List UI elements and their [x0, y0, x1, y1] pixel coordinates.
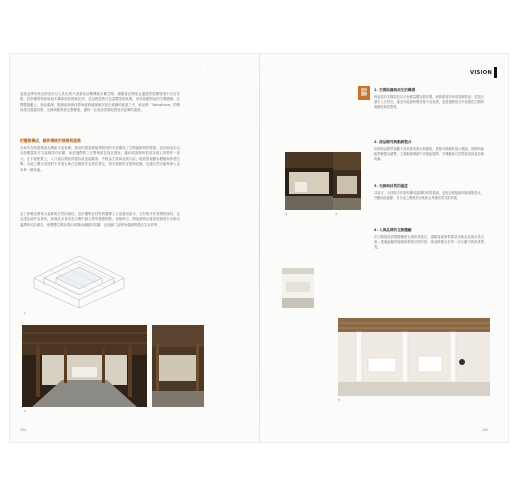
point-4-heading: 4. 人與品牌的互動體驗: [374, 228, 412, 232]
point-4-body: 在空間後段設置體驗吧台與休憩座位，讓顧客能夠實際試用商品並與店員交流；透過細膩的服務流程與空間安排，使品牌理念在每一次互動中被真實感受。: [374, 235, 484, 250]
body-paragraph-2: 為了呼應品牌來自森林與自然的調性，設計團隊在材料的選擇上大量運用原木、石材與手作質感的塗料，並以淺色調作為基底，使商品本身成為空間中最主要的視覺焦點。夜晚時分，間接照明沿著屋架與展台勾勒出溫潤的光影層次，使整體空間呈現出寧靜而細膩的氛圍，也延續了品牌所強調的慢活生活哲學。: [20, 212, 180, 227]
shop-photo-a: [285, 152, 333, 210]
caption-photo-a: 3: [285, 212, 287, 216]
caption-photo-wide: 5: [338, 398, 340, 402]
intro-paragraph: 這座品牌形象店的設計以人性化的尺度重新詮釋傳統木構空間，讓顧客在開放且通透的展陳環境中自在穿梭；設計團隊保留原始木構架的紋理與比例，並以輕盈的白色量體穿插其間，形成新舊對話的空間關係。在整體規劃上，商品動線、服務區域與休憩角落被細緻地安排在連續的廊道之中，使品牌「Yakushima」的精神得以透過材質、光線與節奏被完整傳達，讓每一位來訪者都能感受到品牌的溫度。: [20, 92, 180, 113]
point-2-body: 依照商品類型規劃不同高度的展台與層架，搭配可移動的展示模組，使陳列能隨季節靈活調整；主要動線環繞中央展區展開，引導顧客自然停留並探索各個角落。: [374, 147, 484, 162]
decorative-dots: . . .: [262, 65, 279, 70]
section-title: VISION: [470, 70, 493, 76]
page-number-left: 104: [20, 428, 27, 432]
interior-photo-main: [22, 325, 147, 407]
spread-gutter: [259, 54, 260, 442]
point-3-heading: 3. 光線與材質的溫度: [374, 184, 408, 188]
interior-photo-side: [152, 325, 204, 407]
shop-photo-wide: [338, 318, 490, 396]
point-1-heading: 1. 空間結構與再生的轉譯: [374, 88, 416, 92]
section-subhead-1: 把權衡構成，融和傳統的展陳與建築: [20, 138, 81, 143]
axonometric-drawing: [24, 248, 134, 310]
caption-photo-main: 2: [24, 409, 26, 413]
section-bar: [494, 67, 497, 78]
page-number-right: 105: [482, 428, 489, 432]
caption-photo-b: 4: [335, 212, 337, 216]
decorative-dots: . . .: [200, 65, 217, 70]
point-2-heading: 2. 商品陳列與動線整合: [374, 140, 412, 144]
design-points-tag-text: 設計 重點: [360, 88, 368, 96]
design-points-tag: [358, 86, 370, 100]
shop-photo-b: [333, 152, 361, 210]
body-paragraph-1: 本案所在的建築原為傳統木造倉庫，挑高的屋架與規律排列的木柱構成了空間最鮮明的特徵。設計師並未以全面覆蓋的方式處理原有結構，而是選擇將之完整保留並加以強化，讓斜屋頂與桁架成為展示背景的一部分。在平面配置上，入口處以開放的接待區迎接顧客，中段為主要商品展示區，後段則規劃為體驗與休憩空間；各區之間以低矮的木作展台與白色隔屏作為柔性界定，保有視線的穿透與延續，也讓自然光能夠深入室內每一個角落。: [20, 146, 180, 172]
point-3-body: 以原木、石材與手作塗料構成溫潤的材質基調，並配合間接照明與重點投光，突顯商品細節；在日夜之間營造出柔和且具層次的光影效果。: [374, 191, 484, 201]
caption-drawing: 1: [24, 311, 26, 315]
point-1-body: 保留原有木構架並以白色輕量體穿插其間，使新舊材料形成清晰對話；屋頂天窗引入自然光，讓室內隨著時間呈現不同表情，並透過開放式平面強化空間的連續性與穿透感。: [374, 95, 484, 110]
shop-photo-c: [282, 268, 314, 308]
